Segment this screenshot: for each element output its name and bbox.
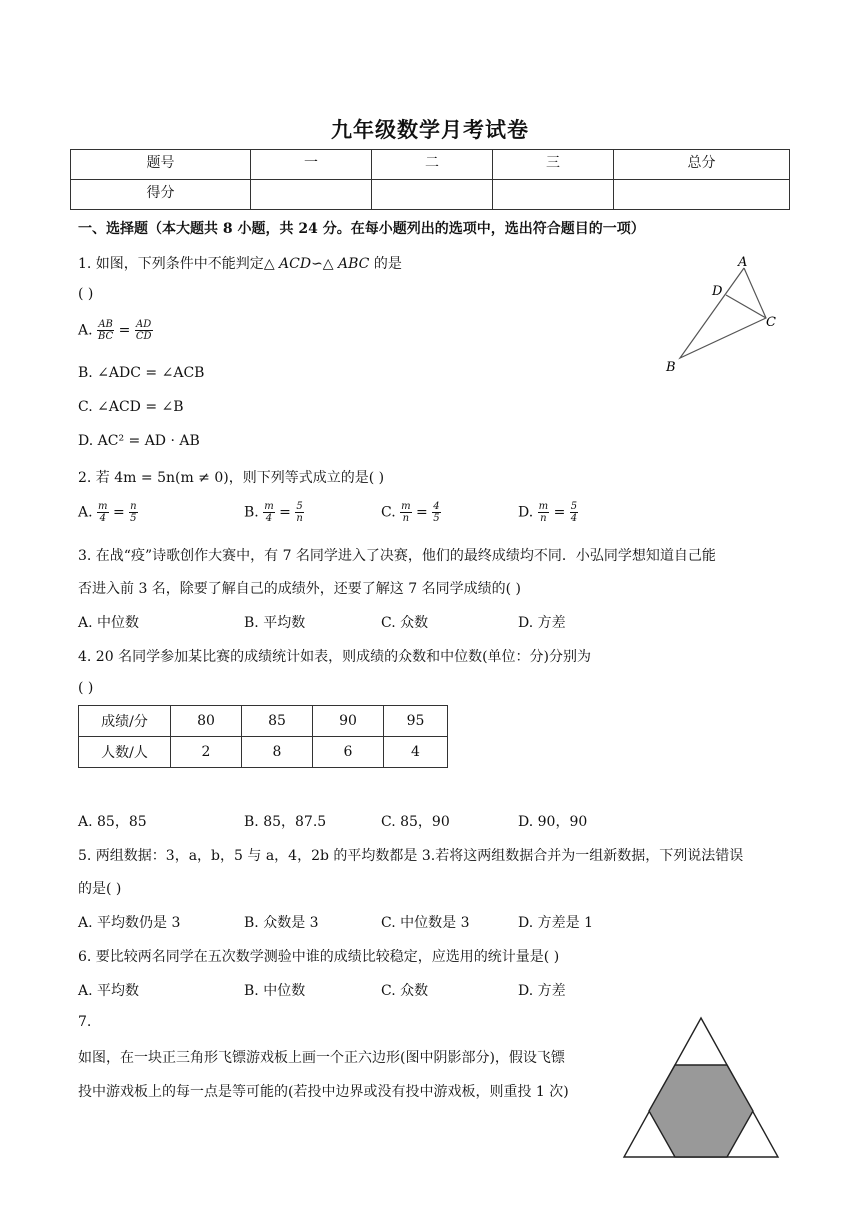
q4-paren: ( ) bbox=[78, 680, 94, 696]
q3-option-b: B. 平均数 bbox=[244, 615, 306, 631]
stats-row-count bbox=[79, 737, 448, 768]
stats-cell: 2 bbox=[171, 737, 242, 768]
stats-cell: 90 bbox=[313, 706, 384, 737]
q4-stats-table bbox=[78, 705, 448, 768]
score-cell bbox=[251, 180, 372, 210]
score-table-header-row bbox=[71, 150, 790, 180]
q2-option-c: C. $\frac{m}{n}$ = $\frac{4}{5}$ bbox=[381, 501, 440, 524]
q5-option-b: B. 众数是 3 bbox=[244, 915, 319, 931]
score-cell: 二 bbox=[372, 150, 493, 180]
q3-stem-line1: 3. 在战“疫”诗歌创作大赛中，有 7 名同学进入了决赛，他们的最终成绩均不同．小弘同学想知道自己能 bbox=[78, 548, 716, 564]
dartboard-figure bbox=[620, 1014, 784, 1162]
q1-option-a: A. $\frac{AB}{BC}$ = $\frac{AD}{CD}$ bbox=[78, 319, 152, 342]
q4-option-d: D. 90，90 bbox=[518, 814, 588, 830]
q6-option-b: B. 中位数 bbox=[244, 983, 306, 999]
q6-option-a: A. 平均数 bbox=[78, 983, 140, 999]
q4-option-a: A. 85，85 bbox=[78, 814, 147, 830]
label-b: B bbox=[666, 360, 676, 375]
q3-stem-line2: 否进入前 3 名，除要了解自己的成绩外，还要了解这 7 名同学成绩的( ) bbox=[78, 581, 521, 597]
stats-cell: 人数/人 bbox=[79, 737, 171, 768]
q4-stem: 4. 20 名同学参加某比赛的成绩统计如表，则成绩的众数和中位数(单位：分)分别为 bbox=[78, 649, 591, 665]
q2-option-d: D. $\frac{m}{n}$ = $\frac{5}{4}$ bbox=[518, 501, 578, 524]
stats-cell: 85 bbox=[242, 706, 313, 737]
q2-option-b: B. $\frac{m}{4}$ = $\frac{5}{n}$ bbox=[244, 501, 303, 524]
section-header: 一、选择题（本大题共 8 小题，共 24 分。在每小题列出的选项中，选出符合题目的一项） bbox=[78, 221, 645, 237]
page-title: 九年级数学月考试卷 bbox=[331, 117, 529, 142]
q5-stem-line1: 5. 两组数据：3，a，b，5 与 a，4，2b 的平均数都是 3.若将这两组数据合并为一组新数据，下列说法错误 bbox=[78, 848, 744, 864]
q7-stem-line1: 如图，在一块正三角形飞镖游戏板上画一个正六边形(图中阴影部分)，假设飞镖 bbox=[78, 1050, 565, 1066]
q5-stem-line2: 的是( ) bbox=[78, 881, 122, 897]
q6-option-d: D. 方差 bbox=[518, 983, 566, 999]
q1-option-c: C. ∠ACD = ∠B bbox=[78, 399, 184, 415]
stats-cell: 95 bbox=[384, 706, 448, 737]
q1-paren: ( ) bbox=[78, 286, 94, 302]
score-cell: 总分 bbox=[614, 150, 790, 180]
stats-cell: 80 bbox=[171, 706, 242, 737]
q3-option-d: D. 方差 bbox=[518, 615, 566, 631]
label-a: A bbox=[738, 255, 748, 270]
q2-option-a: A. $\frac{m}{4}$ = $\frac{n}{5}$ bbox=[78, 501, 137, 524]
triangle-figure bbox=[660, 250, 790, 378]
q5-option-d: D. 方差是 1 bbox=[518, 915, 593, 931]
stats-cell: 成绩/分 bbox=[79, 706, 171, 737]
score-table-score-row bbox=[71, 180, 790, 210]
stats-cell: 8 bbox=[242, 737, 313, 768]
score-cell: 题号 bbox=[71, 150, 251, 180]
q5-option-c: C. 中位数是 3 bbox=[381, 915, 470, 931]
q6-stem: 6. 要比较两名同学在五次数学测验中谁的成绩比较稳定，应选用的统计量是( ) bbox=[78, 949, 560, 965]
q2-stem: 2. 若 4m = 5n(m ≠ 0)，则下列等式成立的是( ) bbox=[78, 470, 385, 486]
q1-stem: 1. 如图，下列条件中不能判定△ ACD∽△ ABC 的是 bbox=[78, 256, 402, 272]
score-cell bbox=[493, 180, 614, 210]
score-cell: 得分 bbox=[71, 180, 251, 210]
q1-option-b: B. ∠ADC = ∠ACB bbox=[78, 365, 205, 381]
stats-cell: 6 bbox=[313, 737, 384, 768]
q7-stem-line2: 投中游戏板上的每一点是等可能的(若投中边界或没有投中游戏板，则重投 1 次) bbox=[78, 1084, 569, 1100]
q4-option-c: C. 85，90 bbox=[381, 814, 450, 830]
score-cell bbox=[372, 180, 493, 210]
stats-cell: 4 bbox=[384, 737, 448, 768]
label-d: D bbox=[712, 284, 723, 299]
label-c: C bbox=[766, 315, 776, 330]
q3-option-a: A. 中位数 bbox=[78, 615, 140, 631]
q1-option-d: D. AC² = AD · AB bbox=[78, 433, 200, 449]
stats-row-score bbox=[79, 706, 448, 737]
score-table bbox=[70, 149, 790, 210]
q3-option-c: C. 众数 bbox=[381, 615, 429, 631]
score-cell: 三 bbox=[493, 150, 614, 180]
q6-option-c: C. 众数 bbox=[381, 983, 429, 999]
score-cell: 一 bbox=[251, 150, 372, 180]
score-cell bbox=[614, 180, 790, 210]
q4-option-b: B. 85，87.5 bbox=[244, 814, 327, 830]
q5-option-a: A. 平均数仍是 3 bbox=[78, 915, 181, 931]
q7-number: 7. bbox=[78, 1014, 92, 1030]
